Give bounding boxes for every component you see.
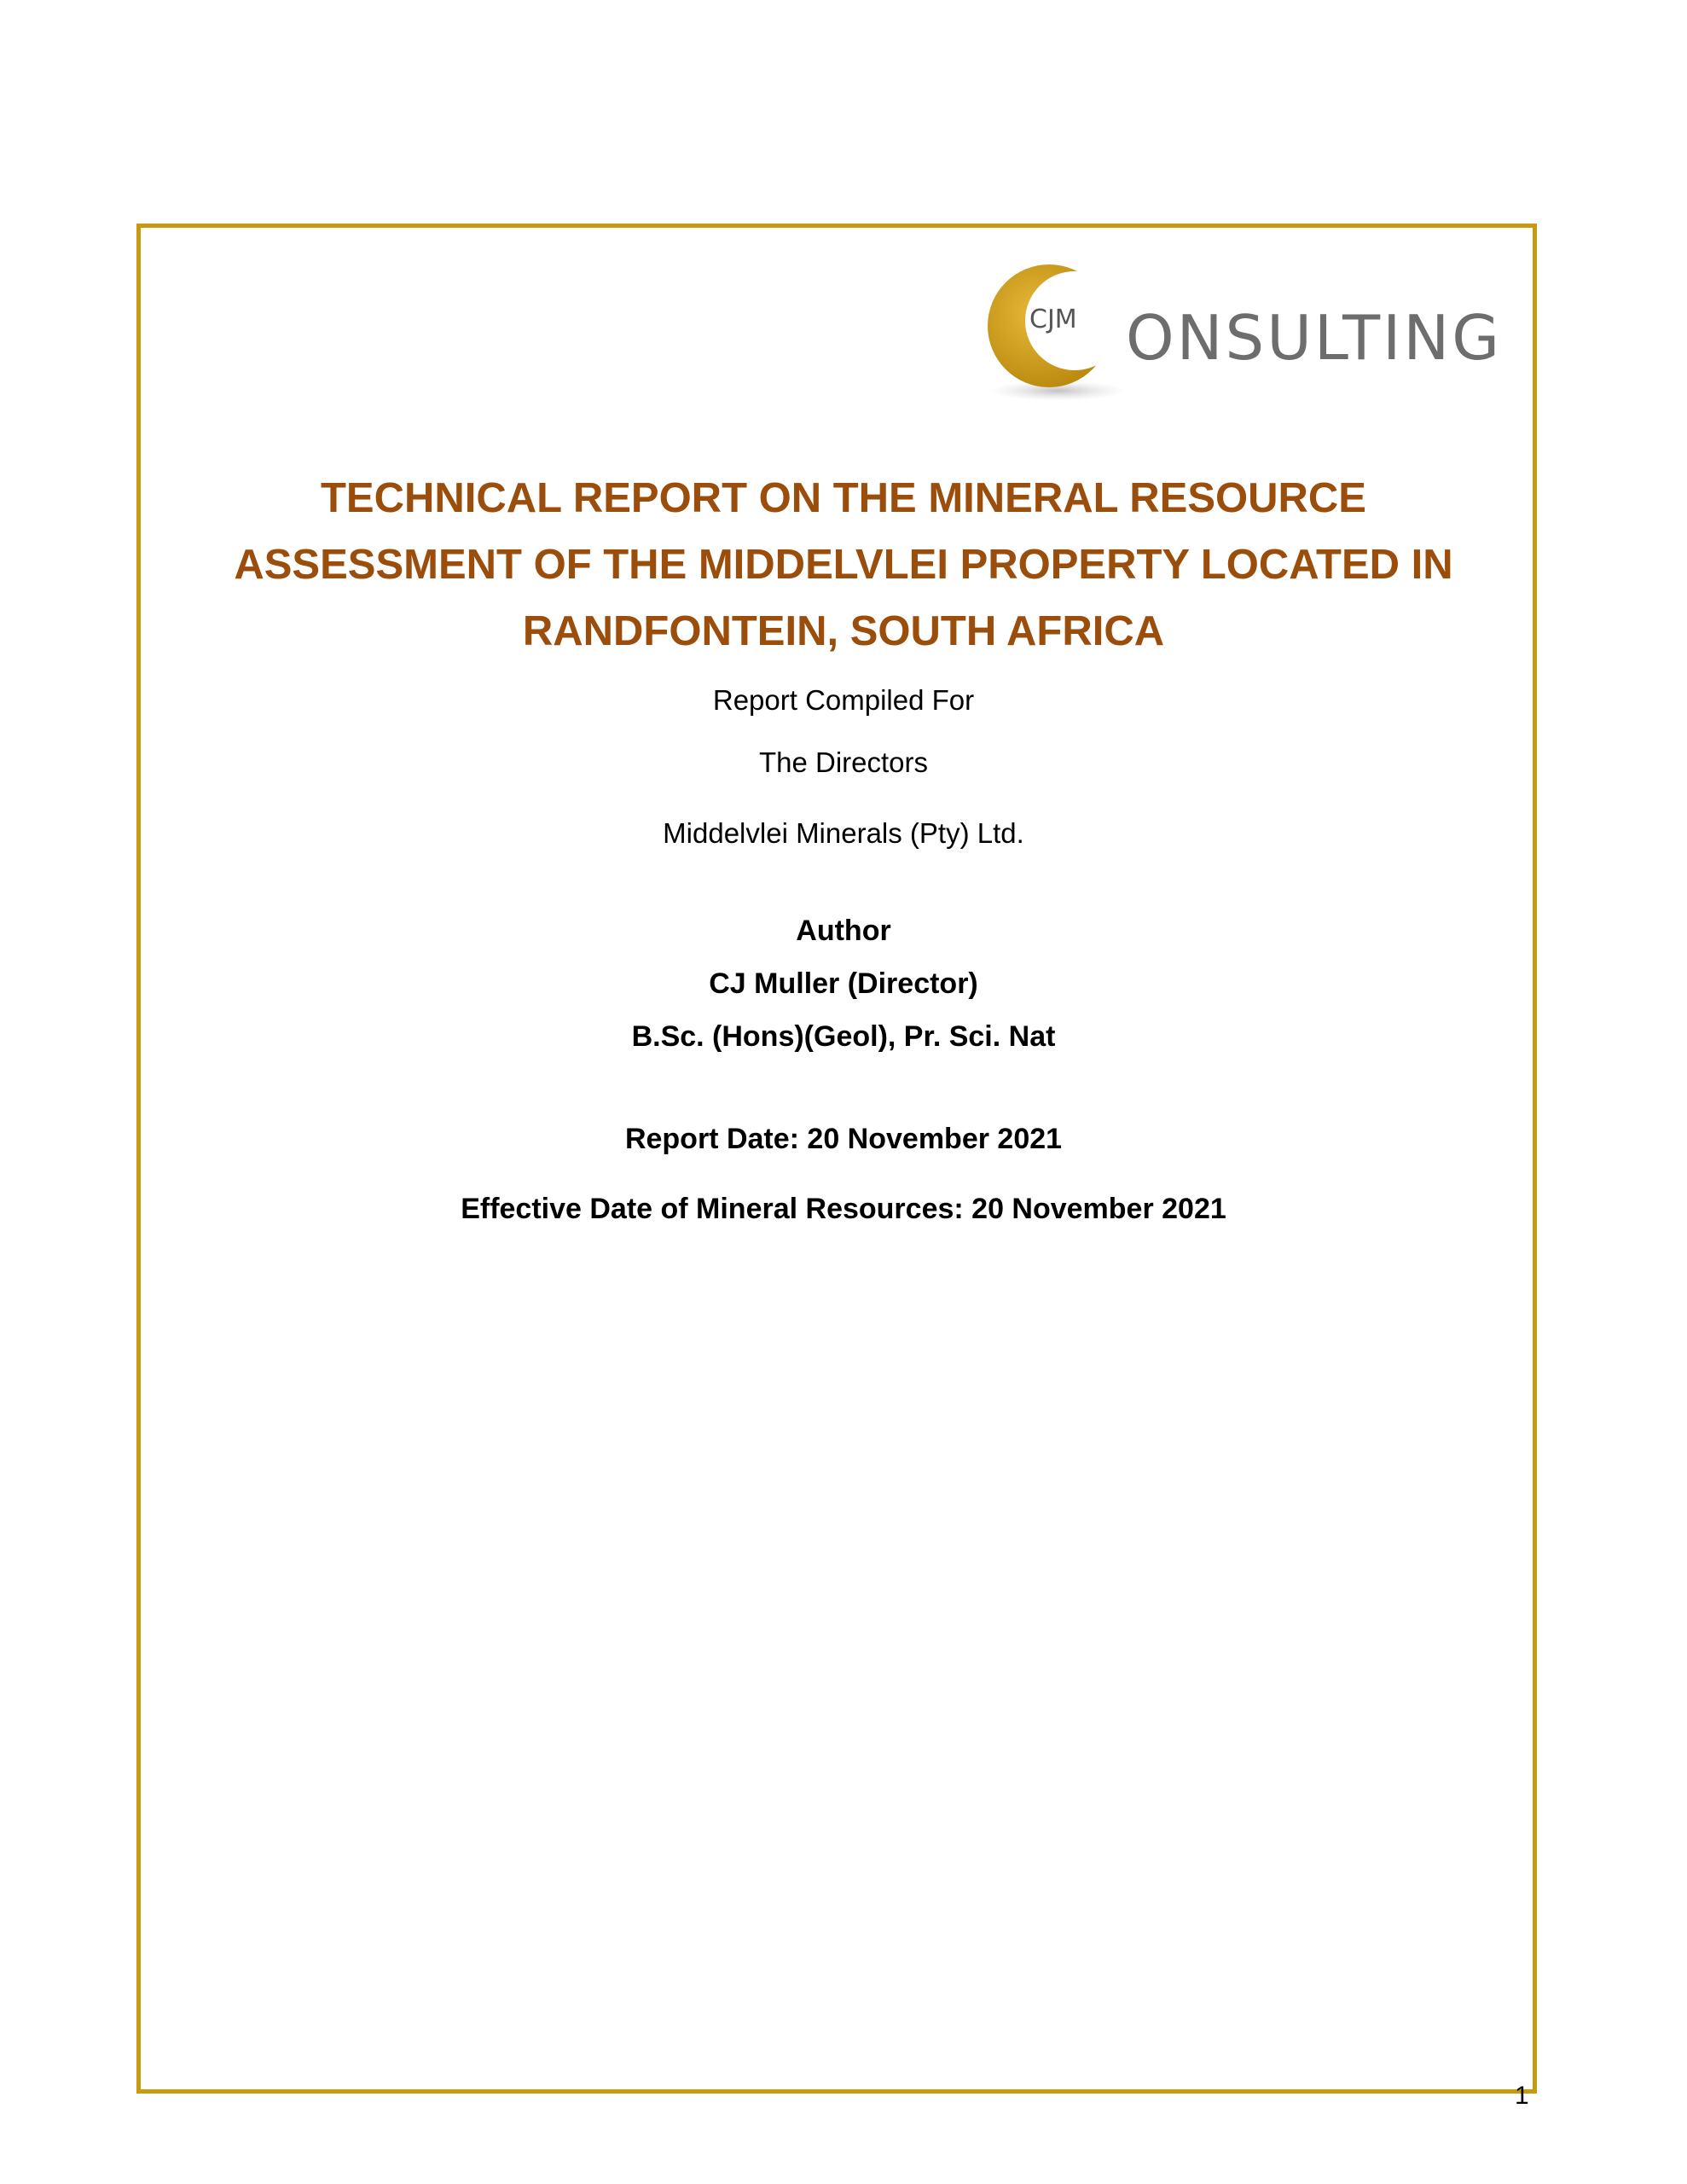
page-number: 1 (1515, 2082, 1529, 2110)
logo-wordmark: ONSULTING (1126, 302, 1502, 374)
logo-initials: CJM (1029, 305, 1077, 334)
company-name: Middelvlei Minerals (Pty) Ltd. (663, 817, 1024, 849)
report-title (136, 465, 1551, 665)
recipient: The Directors (758, 746, 929, 778)
title-line-3: RANDFONTEIN, SOUTH AFRICA (522, 608, 1165, 654)
effective-date: Effective Date of Mineral Resources: 20 November 2021 (461, 1193, 1226, 1225)
compiled-for-label: Report Compiled For (712, 684, 975, 716)
author-heading: Author (796, 915, 891, 947)
title-line-2: ASSESSMENT OF THE MIDDELVLEI PROPERTY LOCATED IN (234, 542, 1453, 588)
title-line-1: TECHNICAL REPORT ON THE MINERAL RESOURCE (321, 475, 1366, 521)
report-date: Report Date: 20 November 2021 (624, 1123, 1063, 1155)
cjm-consulting-logo (972, 256, 1518, 410)
author-qualifications: B.Sc. (Hons)(Geol), Pr. Sci. Nat (631, 1020, 1056, 1053)
author-name: CJ Muller (Director) (709, 967, 978, 1000)
